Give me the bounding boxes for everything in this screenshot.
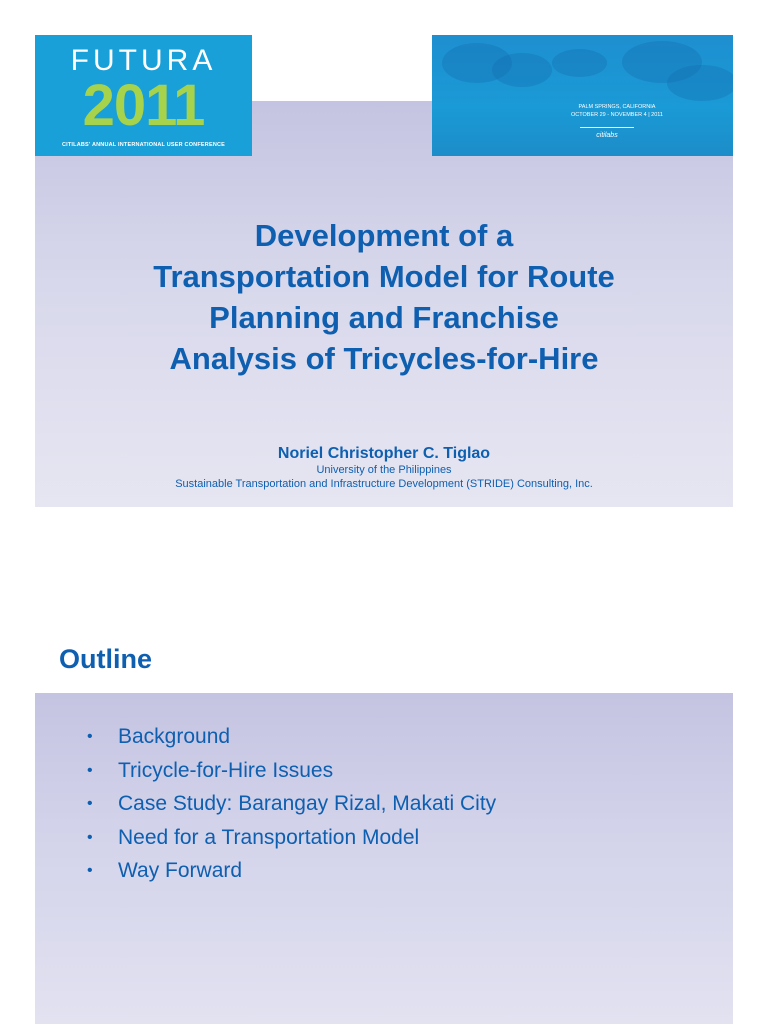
outline-header <box>35 626 733 693</box>
list-item-text: Need for a Transportation Model <box>118 825 420 849</box>
logo-tagline: CITILABS' ANNUAL INTERNATIONAL USER CONFERENCE <box>61 142 226 148</box>
bullet-icon: • <box>87 828 93 846</box>
title-slide <box>35 35 733 507</box>
title-line: Development of a <box>254 218 514 253</box>
list-item <box>87 754 496 788</box>
outline-title: Outline <box>59 644 152 674</box>
outline-slide <box>35 626 733 1024</box>
citilabs-logo: citilabs <box>596 132 618 139</box>
list-item-text: Tricycle-for-Hire Issues <box>118 758 334 782</box>
presentation-title <box>55 215 713 379</box>
title-line: Planning and Franchise <box>209 300 559 335</box>
banner-dates: OCTOBER 29 - NOVEMBER 4 | 2011 <box>570 112 663 118</box>
banner-location: PALM SPRINGS, CALIFORNIA <box>578 104 656 110</box>
bullet-icon: • <box>87 761 93 779</box>
list-item <box>87 854 496 888</box>
list-item <box>87 720 496 754</box>
logo-year: 2011 <box>82 73 205 138</box>
bullet-icon: • <box>87 728 93 745</box>
palm-silhouette-decoration <box>492 53 552 87</box>
bullet-icon: • <box>87 862 93 879</box>
list-item-text: Background <box>118 725 231 748</box>
banner-divider <box>580 127 634 128</box>
author-affiliation-university: University of the Philippines <box>316 464 452 476</box>
list-item-text: Way Forward <box>118 859 243 882</box>
logo-brand: FUTURA <box>70 44 217 77</box>
author-affiliation-company: Sustainable Transportation and Infrastructure Development (STRIDE) Consulting, Inc. <box>175 478 593 490</box>
conference-banner <box>432 35 733 156</box>
palm-silhouette-decoration <box>667 65 733 101</box>
title-line: Analysis of Tricycles-for-Hire <box>169 341 599 376</box>
list-item <box>87 821 496 855</box>
outline-list <box>87 720 496 888</box>
futura-2011-logo <box>35 35 252 156</box>
list-item <box>87 787 496 821</box>
bullet-icon: • <box>87 795 93 812</box>
title-line: Transportation Model for Route <box>153 259 615 294</box>
palm-silhouette-decoration <box>552 49 607 77</box>
author-name: Noriel Christopher C. Tiglao <box>277 445 491 462</box>
list-item-text: Case Study: Barangay Rizal, Makati City <box>118 792 497 815</box>
